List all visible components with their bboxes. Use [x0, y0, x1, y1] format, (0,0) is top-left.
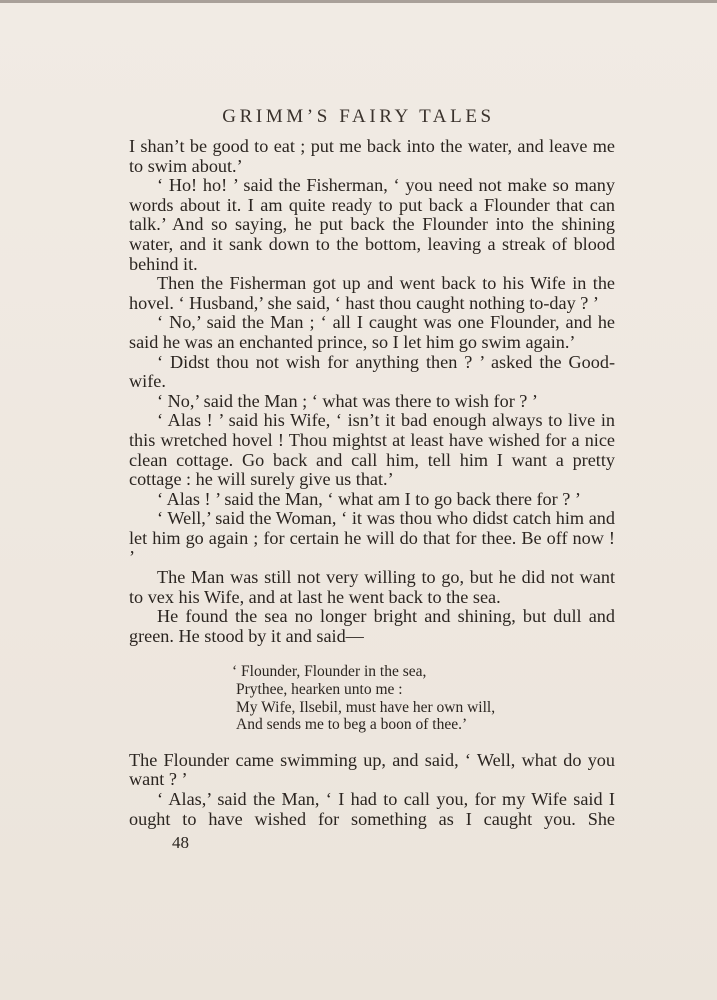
paragraph: ‘ No,’ said the Man ; ‘ all I caught was one Flounder, and he said he was an enchanted prince, so I let him go swim again.’	[129, 312, 615, 352]
paragraph: ‘ Alas ! ’ said the Man, ‘ what am I to go back there for ? ’	[157, 488, 581, 509]
paragraph: Then the Fisherman got up and went back to his Wife in the hovel. ‘ Husband,’ she said, ‘ hast thou caught nothing to-day ? ’	[129, 273, 615, 313]
paragraph: The Flounder came swimming up, and said, ‘ Well, what do you want ? ’	[129, 749, 615, 790]
running-head: GRIMM’S FAIRY TALES	[222, 106, 495, 127]
paragraph: ‘ Well,’ said the Woman, ‘ it was thou who didst catch him and let him go again ; for certain he will do that for thee. Be off now ! ’	[129, 508, 615, 568]
verse-line: And sends me to beg a boon of thee.’	[236, 716, 468, 734]
verse-line: My Wife, Ilsebil, must have her own will,	[236, 698, 496, 716]
verse-block	[232, 663, 615, 733]
paragraph: He found the sea no longer bright and shining, but dull and green. He stood by it and said—	[129, 606, 615, 646]
paragraph: ‘ Alas,’ said the Man, ‘ I had to call you, for my Wife said I ought to have wished for something as I caught you. She	[129, 789, 615, 829]
page-number: 48	[172, 833, 189, 852]
body-text	[129, 137, 615, 829]
paragraph: The Man was still not very willing to go, but he did not want to vex his Wife, and at last he went back to the sea.	[129, 567, 615, 607]
paragraph: ‘ Ho! ho! ’ said the Fisherman, ‘ you need not make so many words about it. I am quite ready to put back a Flounder that can talk.’ And so saying, he put back the Flounder into the shining water, and it sank down to the bottom, leaving a streak of blood behind it.	[129, 175, 615, 274]
page-top-edge	[0, 0, 717, 3]
paragraph: ‘ Didst thou not wish for anything then ? ’ asked the Good-wife.	[129, 351, 615, 392]
paragraph: I shan’t be good to eat ; put me back into the water, and leave me to swim about.’	[129, 136, 615, 176]
paragraph: ‘ Alas ! ’ said his Wife, ‘ isn’t it bad enough always to live in this wretched hovel ! Thou mightst at least have wished for a nice clean cottage. Go back and call him, tell him I want a pretty cottage : he will surely give us that.’	[129, 410, 615, 490]
verse-line: Prythee, hearken unto me :	[236, 681, 403, 699]
verse-line: ‘ Flounder, Flounder in the sea,	[232, 663, 427, 681]
paragraph: ‘ No,’ said the Man ; ‘ what was there to wish for ? ’	[157, 390, 538, 411]
